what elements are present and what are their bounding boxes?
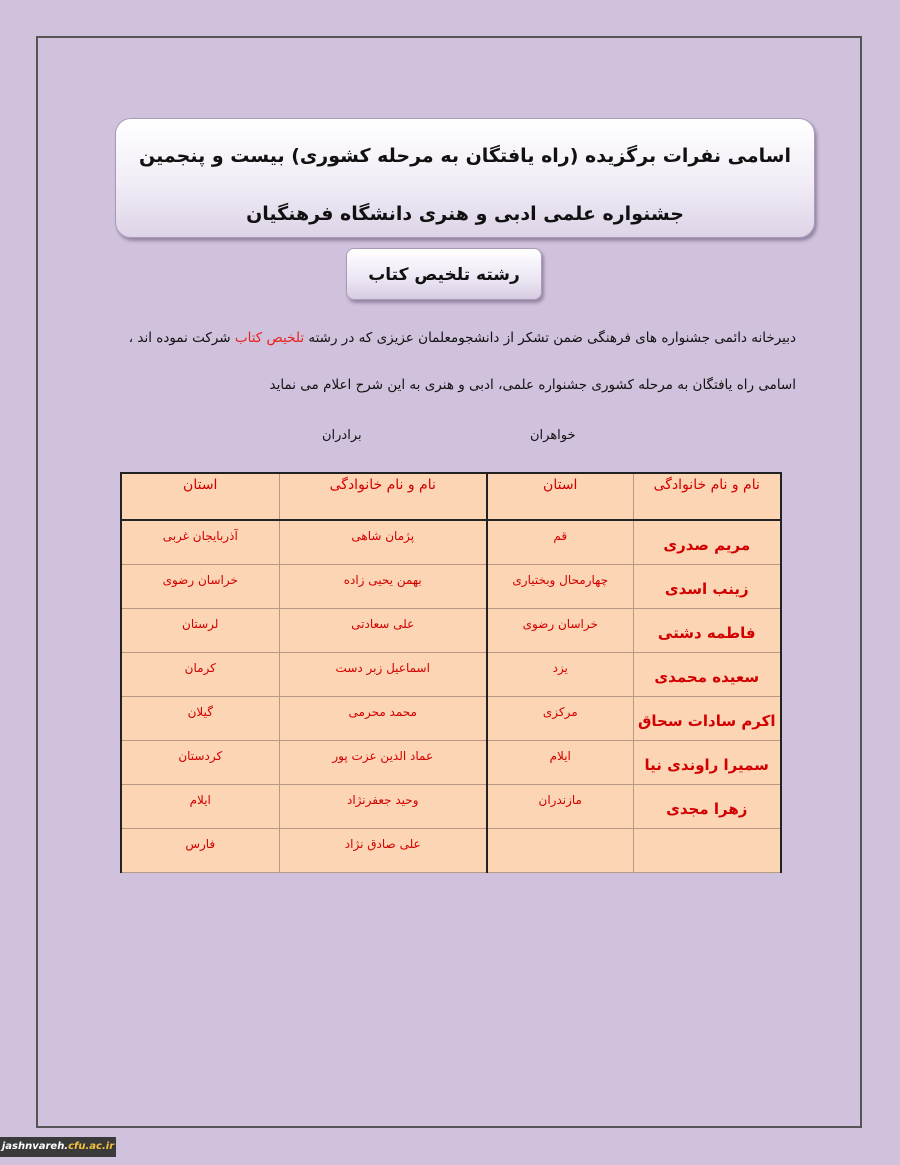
sister-name: اکرم سادات سحاق <box>633 697 781 741</box>
brothers-heading: برادران <box>322 428 362 443</box>
table-row <box>121 697 781 741</box>
sister-name: سعیده محمدی <box>633 653 781 697</box>
header-brother-name: نام و نام خانوادگی <box>279 473 487 520</box>
sister-name: زهرا مجدی <box>633 785 781 829</box>
header-brother-province: استان <box>121 473 279 520</box>
table-row <box>121 520 781 565</box>
brother-name: عماد الدین عزت پور <box>279 741 487 785</box>
sister-province: ایلام <box>487 741 633 785</box>
sister-province: مازندران <box>487 785 633 829</box>
table-row <box>121 785 781 829</box>
sisters-heading: خواهران <box>530 428 576 443</box>
brother-name: پژمان شاهی <box>279 520 487 565</box>
brother-name: وحید جعفرنژاد <box>279 785 487 829</box>
site-url-accent: cfu.ac.ir <box>68 1141 115 1152</box>
brother-province: کرمان <box>121 653 279 697</box>
sister-province: یزد <box>487 653 633 697</box>
brother-name: اسماعیل زبر دست <box>279 653 487 697</box>
brother-province: گیلان <box>121 697 279 741</box>
sister-name: سمیرا راوندی نیا <box>633 741 781 785</box>
table-row <box>121 653 781 697</box>
sister-province <box>487 829 633 873</box>
brother-name: محمد محرمی <box>279 697 487 741</box>
brother-province: کردستان <box>121 741 279 785</box>
table-row <box>121 741 781 785</box>
sister-name <box>633 829 781 873</box>
intro-paragraph-line-1 <box>129 330 796 346</box>
sister-province: قم <box>487 520 633 565</box>
sister-name: زینب اسدی <box>633 565 781 609</box>
brother-province: لرستان <box>121 609 279 653</box>
table-row <box>121 829 781 873</box>
title-banner <box>115 118 815 238</box>
table-header-row <box>121 473 781 520</box>
intro-text-part-2: شرکت نموده اند ، <box>128 330 235 346</box>
brother-province: خراسان رضوی <box>121 565 279 609</box>
title-line-1: اسامی نفرات برگزیده (راه یافتگان به مرحله کشوری) بیست و پنجمین <box>139 145 791 167</box>
sister-province: مرکزی <box>487 697 633 741</box>
site-url-prefix: jashnvareh. <box>1 1141 69 1152</box>
sister-name: مریم صدری <box>633 520 781 565</box>
brother-name: بهمن یحیی زاده <box>279 565 487 609</box>
title-line-2: جشنواره علمی ادبی و هنری دانشگاه فرهنگیان <box>246 203 684 225</box>
sister-province: خراسان رضوی <box>487 609 633 653</box>
table-row <box>121 565 781 609</box>
intro-text-part-1: دبیرخانه دائمی جشنواره های فرهنگی ضمن تشکر از دانشجومعلمان عزیزی که در رشته <box>304 330 796 346</box>
site-url-badge <box>0 1137 116 1157</box>
brother-province: آذربایجان غربی <box>121 520 279 565</box>
brother-name: علی سعادتی <box>279 609 487 653</box>
sister-province: چهارمحال وبختیاری <box>487 565 633 609</box>
table-row <box>121 609 781 653</box>
winners-table <box>120 472 782 873</box>
intro-highlight: تلخیص کتاب <box>234 330 305 346</box>
header-sister-name: نام و نام خانوادگی <box>633 473 781 520</box>
brother-name: علی صادق نژاد <box>279 829 487 873</box>
header-sister-province: استان <box>487 473 633 520</box>
sister-name: فاطمه دشتی <box>633 609 781 653</box>
brother-province: ایلام <box>121 785 279 829</box>
intro-paragraph-line-2: اسامی راه یافتگان به مرحله کشوری جشنواره علمی، ادبی و هنری به این شرح اعلام می نماید <box>269 377 796 393</box>
subject-label: رشته تلخیص کتاب <box>346 248 542 300</box>
brother-province: فارس <box>121 829 279 873</box>
